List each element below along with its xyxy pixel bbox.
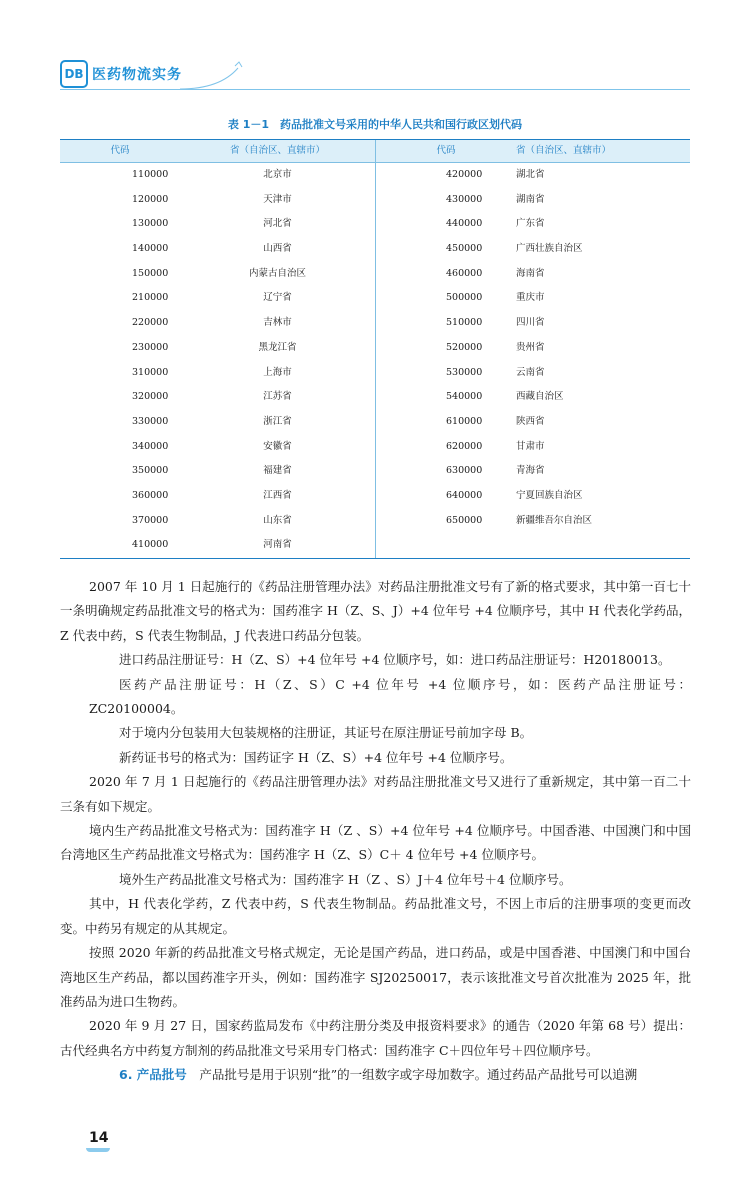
province-cell: 北京市	[263, 169, 292, 180]
table-row	[376, 212, 691, 237]
header-code-left: 代码	[110, 145, 130, 156]
table-row	[60, 311, 375, 336]
region-code-cell: 630000	[446, 465, 483, 477]
table-row	[376, 484, 691, 509]
province-cell: 辽宁省	[263, 292, 292, 304]
region-code-cell: 520000	[446, 341, 483, 353]
book-title: 医药物流实务	[92, 67, 182, 83]
region-code-cell: 420000	[446, 169, 483, 180]
province-cell: 内蒙古自治区	[248, 267, 306, 279]
region-code-cell: 610000	[446, 415, 483, 427]
table-row	[376, 336, 691, 361]
region-code-cell: 510000	[446, 317, 483, 329]
table-row	[376, 435, 691, 460]
table-row	[60, 361, 375, 386]
region-code-cell: 650000	[446, 514, 483, 526]
table-row	[376, 385, 691, 410]
header-province-left: 省（自治区、直辖市）	[229, 145, 325, 156]
province-cell: 湖北省	[516, 169, 545, 180]
region-code-cell: 450000	[446, 243, 483, 255]
table-row	[60, 484, 375, 509]
province-cell: 广东省	[516, 218, 545, 230]
paragraph	[89, 1063, 691, 1087]
region-code-cell: 230000	[132, 341, 169, 353]
region-code-cell: 540000	[446, 391, 483, 403]
paragraph: 境内生产药品批准文号格式为：国药准字 H（Z 、S）+4 位年号 +4 位顺序号。中国香港、中国澳门和中国台湾地区生产药品批准文号格式为：国药准字 H（Z、S）C＋ 4 位年号 +4 位顺序号。	[60, 823, 691, 863]
page-number-ornament	[86, 1148, 110, 1152]
province-cell: 福建省	[263, 465, 292, 477]
region-code-cell: 320000	[132, 391, 169, 403]
region-code-cell: 410000	[132, 539, 169, 551]
table-row	[60, 188, 375, 213]
table-row	[60, 163, 375, 188]
province-cell: 浙江省	[263, 415, 292, 427]
province-cell: 甘肃市	[516, 440, 545, 452]
paragraph: 2007 年 10 月 1 日起施行的《药品注册管理办法》对药品注册批准文号有了新的格式要求，其中第一百七十一条明确规定药品批准文号的格式为：国药准字 H（Z、S、J）+4 位年号 +4 位顺序号，其中 H 代表化学药品，Z 代表中药，S 代表生物制品，J 代表进口药品分包装。	[60, 579, 691, 643]
province-cell: 河南省	[263, 539, 292, 551]
paragraph: 2020 年 7 月 1 日起施行的《药品注册管理办法》对药品注册批准文号又进行了重新规定，其中第一百二十三条有如下规定。	[60, 774, 691, 814]
paragraph: 医药产品注册证号：H（Z、S）C +4 位年号 +4 位顺序号，如：医药产品注册证号：ZC20100004。	[89, 676, 691, 717]
province-cell: 黑龙江省	[258, 341, 297, 353]
table-row	[60, 336, 375, 361]
province-cell: 湖南省	[516, 193, 545, 205]
table-row	[376, 311, 691, 336]
region-code-cell: 360000	[132, 489, 169, 501]
province-cell: 重庆市	[516, 292, 545, 304]
paragraph: 境外生产药品批准文号格式为：国药准字 H（Z 、S）J＋4 位年号＋4 位顺序号。	[119, 871, 572, 887]
region-code-cell: 150000	[132, 267, 169, 279]
header-arc-ornament	[180, 58, 260, 92]
section-heading: 6. 产品批号	[119, 1067, 187, 1083]
table-caption: 表 1－1 药品批准文号采用的中华人民共和国行政区划代码	[227, 118, 523, 131]
region-code-cell: 620000	[446, 440, 483, 452]
province-cell: 陕西省	[516, 415, 545, 427]
region-code-cell: 130000	[132, 218, 169, 230]
table-row	[60, 212, 375, 237]
paragraph: 对于境内分包装用大包装规格的注册证，其证号在原注册证号前加字母 B。	[119, 725, 533, 741]
table-row	[60, 262, 375, 287]
province-cell: 西藏自治区	[516, 391, 564, 403]
table-column-left	[60, 163, 376, 558]
table-row	[376, 188, 691, 213]
table-row	[60, 459, 375, 484]
region-code-cell: 140000	[132, 243, 169, 255]
province-cell: 广西壮族自治区	[516, 243, 583, 255]
province-cell: 宁夏回族自治区	[516, 489, 583, 501]
province-cell: 天津市	[263, 193, 292, 205]
table-row	[60, 509, 375, 534]
region-code-cell: 120000	[132, 193, 169, 205]
province-cell: 贵州省	[516, 341, 545, 353]
province-cell: 江苏省	[263, 391, 292, 403]
table-row	[60, 435, 375, 460]
paragraph: 进口药品注册证号：H（Z、S）+4 位年号 +4 位顺序号，如：进口药品注册证号：H20180013。	[119, 652, 671, 668]
running-header	[60, 58, 690, 92]
province-cell: 安徽省	[263, 440, 292, 452]
table-row	[376, 361, 691, 386]
region-code-cell: 530000	[446, 366, 483, 378]
table-header-row	[60, 139, 690, 163]
table-row	[60, 533, 375, 558]
province-cell: 云南省	[516, 366, 545, 378]
province-cell: 山西省	[263, 243, 292, 255]
table-row	[60, 385, 375, 410]
header-rule	[60, 89, 690, 90]
province-cell: 上海市	[263, 366, 292, 378]
table-row	[60, 237, 375, 262]
region-code-cell: 210000	[132, 292, 169, 304]
province-cell: 山东省	[263, 514, 292, 526]
table-row	[376, 286, 691, 311]
header-province-right: 省（自治区、直辖市）	[516, 145, 612, 156]
paragraph: 新药证书号的格式为：国药证字 H（Z、S）+4 位年号 +4 位顺序号。	[119, 749, 513, 765]
book-logo-icon: DB	[60, 60, 88, 88]
table-row	[376, 410, 691, 435]
province-cell: 河北省	[263, 218, 292, 230]
province-cell: 青海省	[516, 465, 545, 477]
province-cell: 吉林市	[263, 317, 292, 329]
region-code-cell: 350000	[132, 465, 169, 477]
table-row	[60, 286, 375, 311]
header-code-right: 代码	[436, 145, 456, 156]
province-cell: 四川省	[516, 317, 545, 329]
region-code-cell: 640000	[446, 489, 483, 501]
table-column-right	[376, 163, 691, 558]
region-code-cell: 220000	[132, 317, 169, 329]
province-cell: 江西省	[263, 489, 292, 501]
region-code-cell: 370000	[132, 514, 169, 526]
region-code-cell: 460000	[446, 267, 483, 279]
paragraph: 其中，H 代表化学药，Z 代表中药，S 代表生物制品。药品批准文号，不因上市后的注册事项的变更而改变。中药另有规定的从其规定。	[60, 896, 691, 936]
region-code-cell: 440000	[446, 218, 483, 230]
region-code-cell: 310000	[132, 366, 169, 378]
table-row	[376, 509, 691, 534]
page-number: 14	[89, 1130, 109, 1146]
table-row	[376, 459, 691, 484]
body-text	[60, 575, 691, 1088]
province-cell: 海南省	[516, 267, 545, 279]
region-code-cell: 110000	[132, 169, 169, 180]
table-row	[376, 163, 691, 188]
region-code-cell: 430000	[446, 193, 483, 205]
region-code-cell: 330000	[132, 415, 169, 427]
paragraph: 2020 年 9 月 27 日，国家药监局发布《中药注册分类及申报资料要求》的通告（2020 年第 68 号）提出：古代经典名方中药复方制剂的药品批准文号采用专门格式：国药准字 C＋四位年号＋四位顺序号。	[60, 1018, 691, 1058]
region-code-cell: 500000	[446, 292, 483, 304]
province-cell: 新疆维吾尔自治区	[516, 514, 593, 526]
region-code-cell: 340000	[132, 440, 169, 452]
table-row	[60, 410, 375, 435]
region-code-table	[60, 139, 690, 559]
paragraph: 按照 2020 年新的药品批准文号格式规定，无论是国产药品，进口药品，或是中国香港、中国澳门和中国台湾地区生产药品，都以国药准字开头，例如：国药准字 SJ20250017，表示该批准文号首次批准为 2025 年，批准药品为进口生物药。	[60, 945, 691, 1009]
paragraph-text: 产品批号是用于识别“批”的一组数字或字母加数字。通过药品产品批号可以追溯	[186, 1067, 638, 1083]
table-row	[376, 237, 691, 262]
table-row	[376, 262, 691, 287]
